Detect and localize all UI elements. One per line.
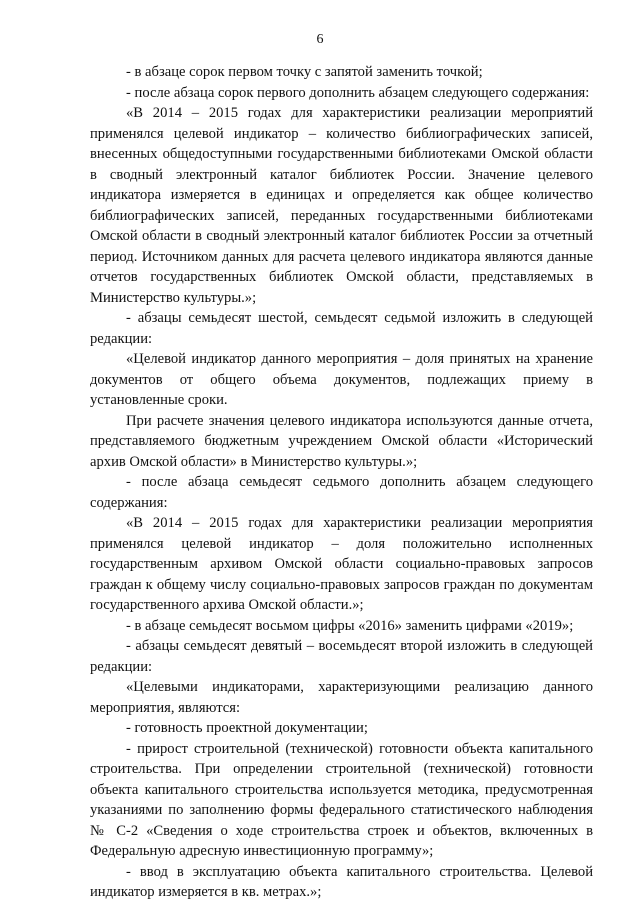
paragraph: - готовность проектной документации;	[126, 720, 368, 736]
paragraph: - абзацы семьдесят шестой, семьдесят седьмой изложить в следующей редакции:	[90, 310, 593, 347]
paragraph: - после абзаца сорок первого дополнить абзацем следующего содержания:	[126, 84, 590, 101]
paragraph: «Целевыми индикаторами, характеризующими реализацию данного мероприятия, являются:	[90, 679, 593, 716]
page-number: 6	[316, 32, 324, 47]
paragraph: «В 2014 – 2015 годах для характеристики реализации мероприятий применялся целевой индикатор – количество библиографических записей, внесенных общедоступными государственными библиотеками Омской области в сводный электронный каталог библиотек России. Значение целевого индикатора измеряется в единицах и определяется как общее количество библиографических записей, переданных государственными библиотеками Омской области в сводный электронный каталог библиотек России за отчетный период. Источником данных для расчета целевого индикатора являются данные отчетов государственных библиотек Омской области, представляемых в Министерство культуры.»;	[90, 105, 593, 306]
paragraph: «В 2014 – 2015 годах для характеристики реализации мероприятия применялся целевой индикатор – доля положительно исполненных государственным архивом Омской области социально-правовых запросов граждан к общему числу социально-правовых запросов граждан по документам государственного архива Омской области.»;	[90, 515, 593, 613]
paragraph: - прирост строительной (технической) готовности объекта капитального строительства. При определении строительной (технической) готовности объекта капитального строительства используется методика, предусмотренная указаниями по заполнению формы федерального статистического наблюдения № С-2 «Сведения о ходе строительства строек и объектов, включенных в Федеральную адресную инвестиционную программу»;	[90, 740, 593, 859]
paragraph: - абзацы семьдесят девятый – восемьдесят второй изложить в следующей редакции:	[90, 638, 593, 675]
document-body	[90, 62, 593, 903]
paragraph: - в абзаце семьдесят восьмом цифры «2016» заменить цифрами «2019»;	[126, 617, 574, 634]
paragraph: - ввод в эксплуатацию объекта капитального строительства. Целевой индикатор измеряется в кв. метрах.»;	[90, 863, 593, 900]
paragraph: «Целевой индикатор данного мероприятия – доля принятых на хранение документов от общего объема документов, подлежащих приему в установленные сроки.	[90, 351, 593, 408]
paragraph: При расчете значения целевого индикатора используются данные отчета, представляемого бюджетным учреждением Омской области «Исторический архив Омской области» в Министерство культуры.»;	[90, 412, 593, 470]
paragraph: - в абзаце сорок первом точку с запятой заменить точкой;	[126, 64, 483, 80]
paragraph: - после абзаца семьдесят седьмого дополнить абзацем следующего содержания:	[90, 474, 593, 511]
